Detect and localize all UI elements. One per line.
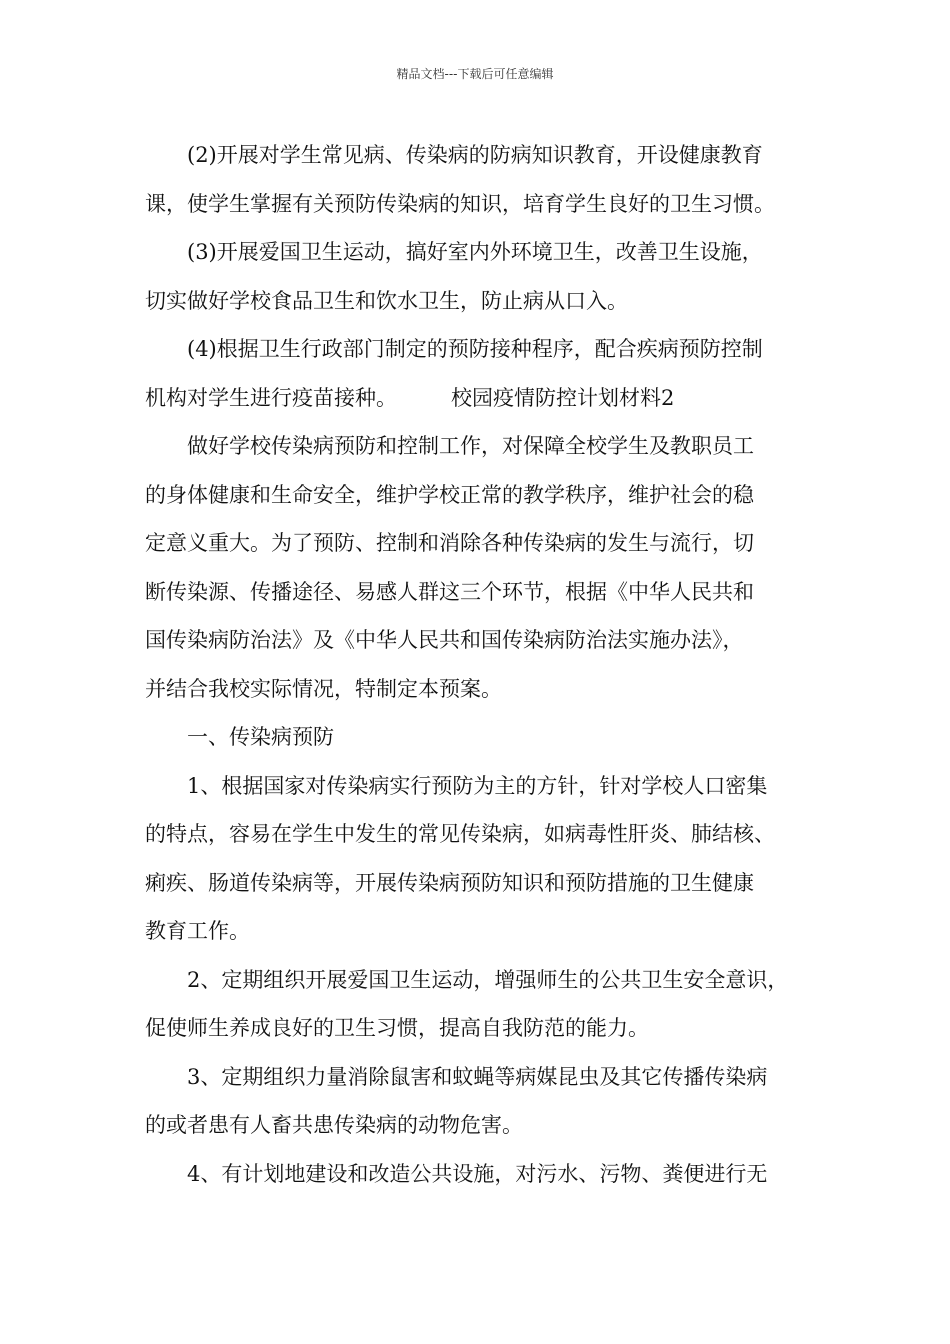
text-line bbox=[145, 519, 825, 568]
document-body bbox=[145, 131, 825, 1198]
text-line bbox=[145, 956, 825, 1005]
text-line-content: 做好学校传染病预防和控制工作，对保障全校学生及教职员工 bbox=[187, 434, 754, 458]
text-line-content: 切实做好学校食品卫生和饮水卫生，防止病从口入。 bbox=[145, 288, 628, 313]
text-line-content: 一、传染病预防 bbox=[187, 725, 334, 749]
text-line bbox=[145, 1101, 825, 1150]
text-line bbox=[145, 422, 825, 471]
text-line bbox=[145, 810, 825, 859]
text-line bbox=[145, 568, 825, 617]
text-line-content: 断传染源、传播途径、易感人群这三个环节，根据《中华人民共和 bbox=[145, 579, 754, 604]
text-line-content: 3、定期组织力量消除鼠害和蚊蝇等病媒昆虫及其它传播传染病 bbox=[187, 1064, 768, 1089]
text-line bbox=[145, 1150, 825, 1199]
text-line bbox=[145, 713, 825, 762]
text-line-content: (4)根据卫生行政部门制定的预防接种程序，配合疾病预防控制 bbox=[187, 337, 763, 361]
text-line bbox=[145, 616, 825, 665]
text-line bbox=[145, 277, 825, 326]
text-line-content: 并结合我校实际情况，特制定本预案。 bbox=[145, 676, 502, 701]
text-line-content: (2)开展对学生常见病、传染病的防病知识教育，开设健康教育 bbox=[187, 143, 763, 167]
text-line bbox=[145, 859, 825, 908]
text-line-content: 4、有计划地建设和改造公共设施，对污水、污物、粪便进行无 bbox=[187, 1161, 768, 1186]
text-line bbox=[145, 325, 825, 374]
text-line-content: 2、定期组织开展爱国卫生运动，增强师生的公共卫生安全意识， bbox=[187, 967, 789, 992]
text-line bbox=[145, 180, 825, 229]
text-line-content: 1、根据国家对传染病实行预防为主的方针，针对学校人口密集 bbox=[187, 773, 768, 798]
text-line bbox=[145, 1053, 825, 1102]
text-line bbox=[145, 1004, 825, 1053]
text-line bbox=[145, 665, 825, 714]
text-line-content: 教育工作。 bbox=[145, 919, 250, 943]
text-line bbox=[145, 762, 825, 811]
text-line-content: 国传染病防治法》及《中华人民共和国传染病防治法实施办法》， bbox=[145, 628, 744, 652]
text-line bbox=[145, 131, 825, 180]
text-line-content: 的身体健康和生命安全，维护学校正常的教学秩序，维护社会的稳 bbox=[145, 482, 754, 507]
header-note: 精品文档---下载后可任意编辑 bbox=[396, 67, 554, 81]
text-line-content: 的特点，容易在学生中发生的常见传染病，如病毒性肝炎、肺结核、 bbox=[145, 822, 775, 846]
text-line bbox=[145, 907, 825, 956]
text-line bbox=[145, 374, 825, 423]
text-line bbox=[145, 471, 825, 520]
section-title: 校园疫情防控计划材料2 bbox=[451, 385, 675, 410]
text-line-content: 机构对学生进行疫苗接种。 bbox=[145, 385, 397, 410]
text-line-content: 课，使学生掌握有关预防传染病的知识，培育学生良好的卫生习惯。 bbox=[145, 191, 775, 216]
text-line bbox=[145, 228, 825, 277]
text-line-content: 痢疾、肠道传染病等，开展传染病预防知识和预防措施的卫生健康 bbox=[145, 870, 754, 895]
text-line-content: 的或者患有人畜共患传染病的动物危害。 bbox=[145, 1113, 523, 1137]
text-line-content: 促使师生养成良好的卫生习惯，提高自我防范的能力。 bbox=[145, 1016, 649, 1040]
text-line-content: 定意义重大。为了预防、控制和消除各种传染病的发生与流行，切 bbox=[145, 531, 754, 555]
text-line-content: (3)开展爱国卫生运动，搞好室内外环境卫生，改善卫生设施， bbox=[187, 240, 763, 264]
